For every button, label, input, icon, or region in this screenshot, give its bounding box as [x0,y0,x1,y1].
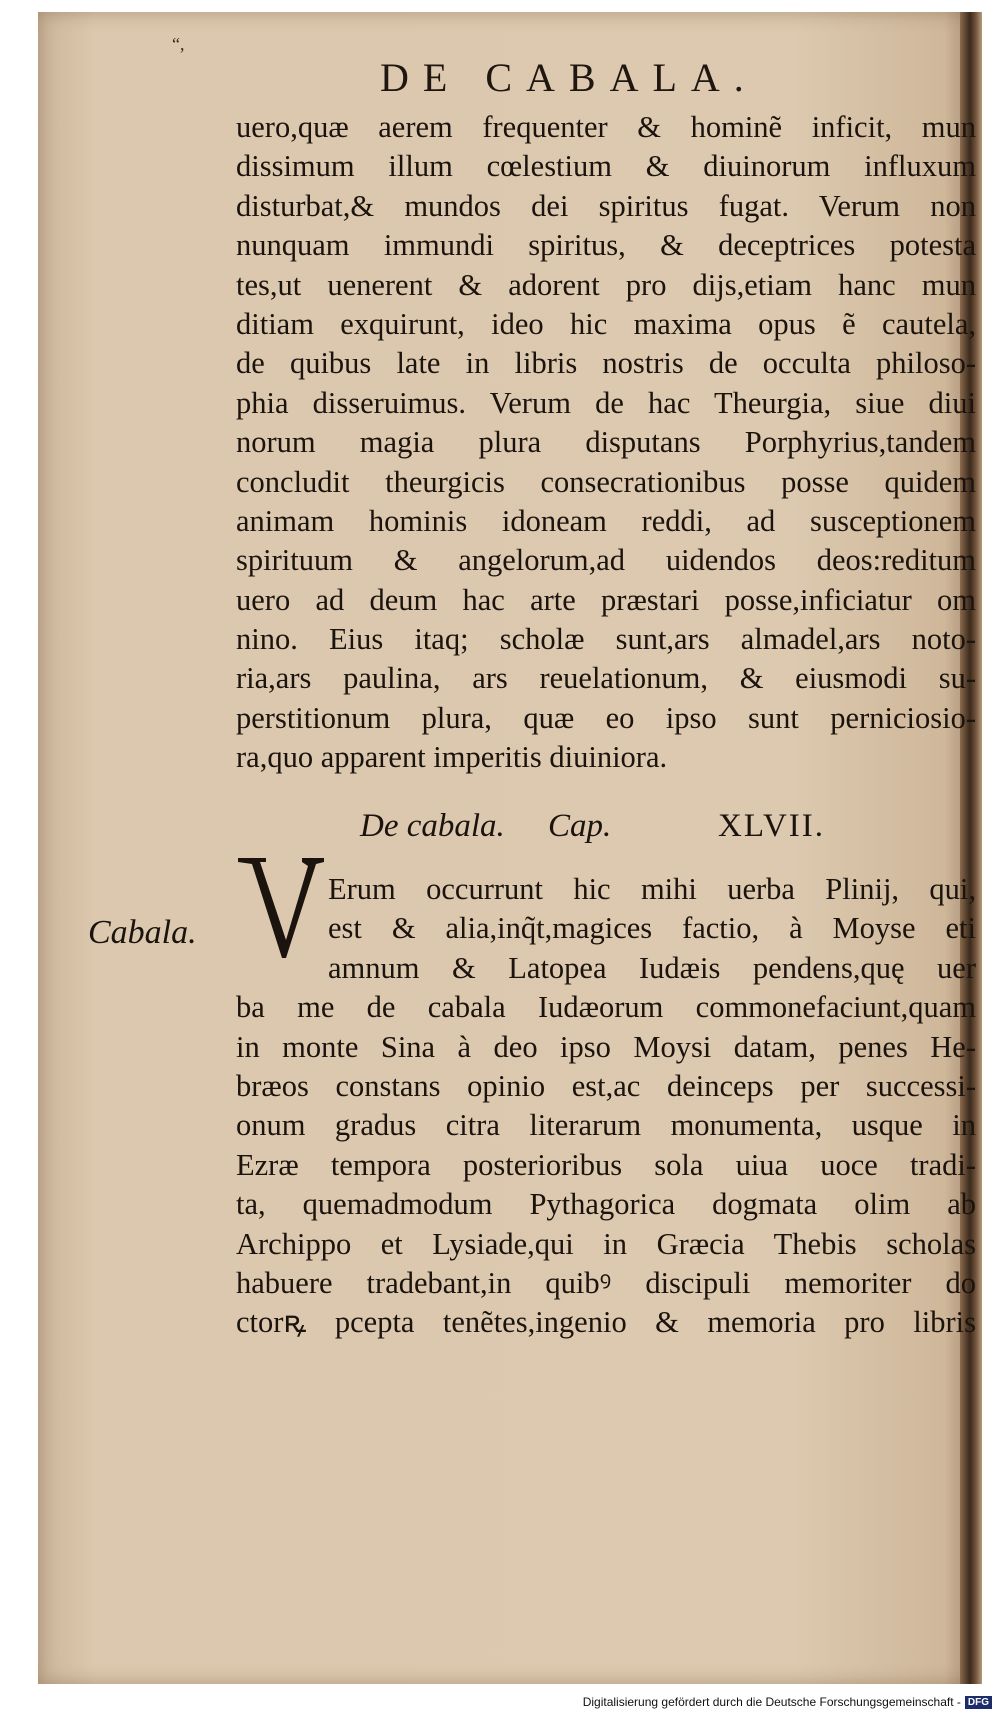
text-line: phia disseruimus. Verum de hac Theurgia, siue diui [236,385,976,420]
text-line: nino. Eius itaq; scholæ sunt,ars almadel,ars noto- [236,622,976,657]
text-line: ctorꝶ pcepta tenẽtes,ingenio & memoria pro libris [236,1305,976,1340]
text-line: concludit theurgicis consecrationibus posse quidem [236,464,976,499]
text-line: amnum & Latopea Iudæis pendens,quę uer [328,950,976,985]
text-line: nunquam immundi spiritus, & deceptrices potesta [236,228,976,263]
text-line: spirituum & angelorum,ad uidendos deos:reditum [236,543,976,578]
text-line: de quibus late in libris nostris de occulta philoso- [236,346,976,381]
footer-text: Digitalisierung gefördert durch die Deutsche Forschungsgemeinschaft - [582,1695,961,1709]
chapter-number: XLVII. [718,808,826,844]
text-line: disturbat,& mundos dei spiritus fugat. Verum non [236,188,976,223]
text-line: norum magia plura disputans Porphyrius,tandem [236,425,976,460]
text-line: Archippo et Lysiade,qui in Græcia Thebis scholas [236,1226,976,1261]
corner-mark: “, [172,34,185,54]
text-line: habuere tradebant,in quibꝰ discipuli memoriter do [236,1265,976,1300]
text-line: bræos constans opinio est,ac deinceps per successi- [236,1068,976,1103]
text-line: onum gradus citra literarum monumenta, usque in [236,1108,976,1143]
text-line: ba me de cabala Iudæorum commonefaciunt,quam [236,990,976,1025]
text-line: est & alia,inq̃t,magices factio, à Moyse eti [328,911,976,946]
chapter-text [236,870,976,1343]
text-line: Ezræ tempora posterioribus sola uiua uoce tradi- [236,1147,976,1182]
body-text [236,108,976,778]
text-line: Erum occurrunt hic mihi uerba Plinij, qui, [328,872,976,906]
text-line: dissimum illum cœlestium & diuinorum influxum [236,149,976,184]
text-line: ta, quemadmodum Pythagorica dogmata olim ab [236,1187,976,1222]
digitization-footer [583,1695,992,1709]
chapter-heading [360,808,880,852]
margin-note: Cabala. [88,914,197,951]
text-line: ra,quo apparent imperitis diuiniora. [236,740,668,775]
text-line: in monte Sina à deo ipso Moysi datam, penes He- [236,1029,976,1064]
text-line: uero ad deum hac arte præstari posse,inficiatur om [236,582,976,617]
text-line: animam hominis idoneam reddi, ad susceptionem [236,503,976,538]
chapter-cap-label: Cap. [548,808,612,844]
text-line: uero,quæ aerem frequenter & hominẽ inficit, mun [236,110,976,144]
text-line: tes,ut uenerent & adorent pro dijs,etiam hanc mun [236,267,976,302]
text-line: ria,ars paulina, ars reuelationum, & eiusmodi su- [236,661,976,696]
running-head: DE CABALA. [380,55,758,100]
dfg-logo: DFG [965,1696,992,1709]
text-line: perstitionum plura, quæ eo ipso sunt perniciosio- [236,700,976,735]
chapter-title: De cabala. [360,808,505,844]
text-line: ditiam exquirunt, ideo hic maxima opus ẽ cautela, [236,306,976,341]
